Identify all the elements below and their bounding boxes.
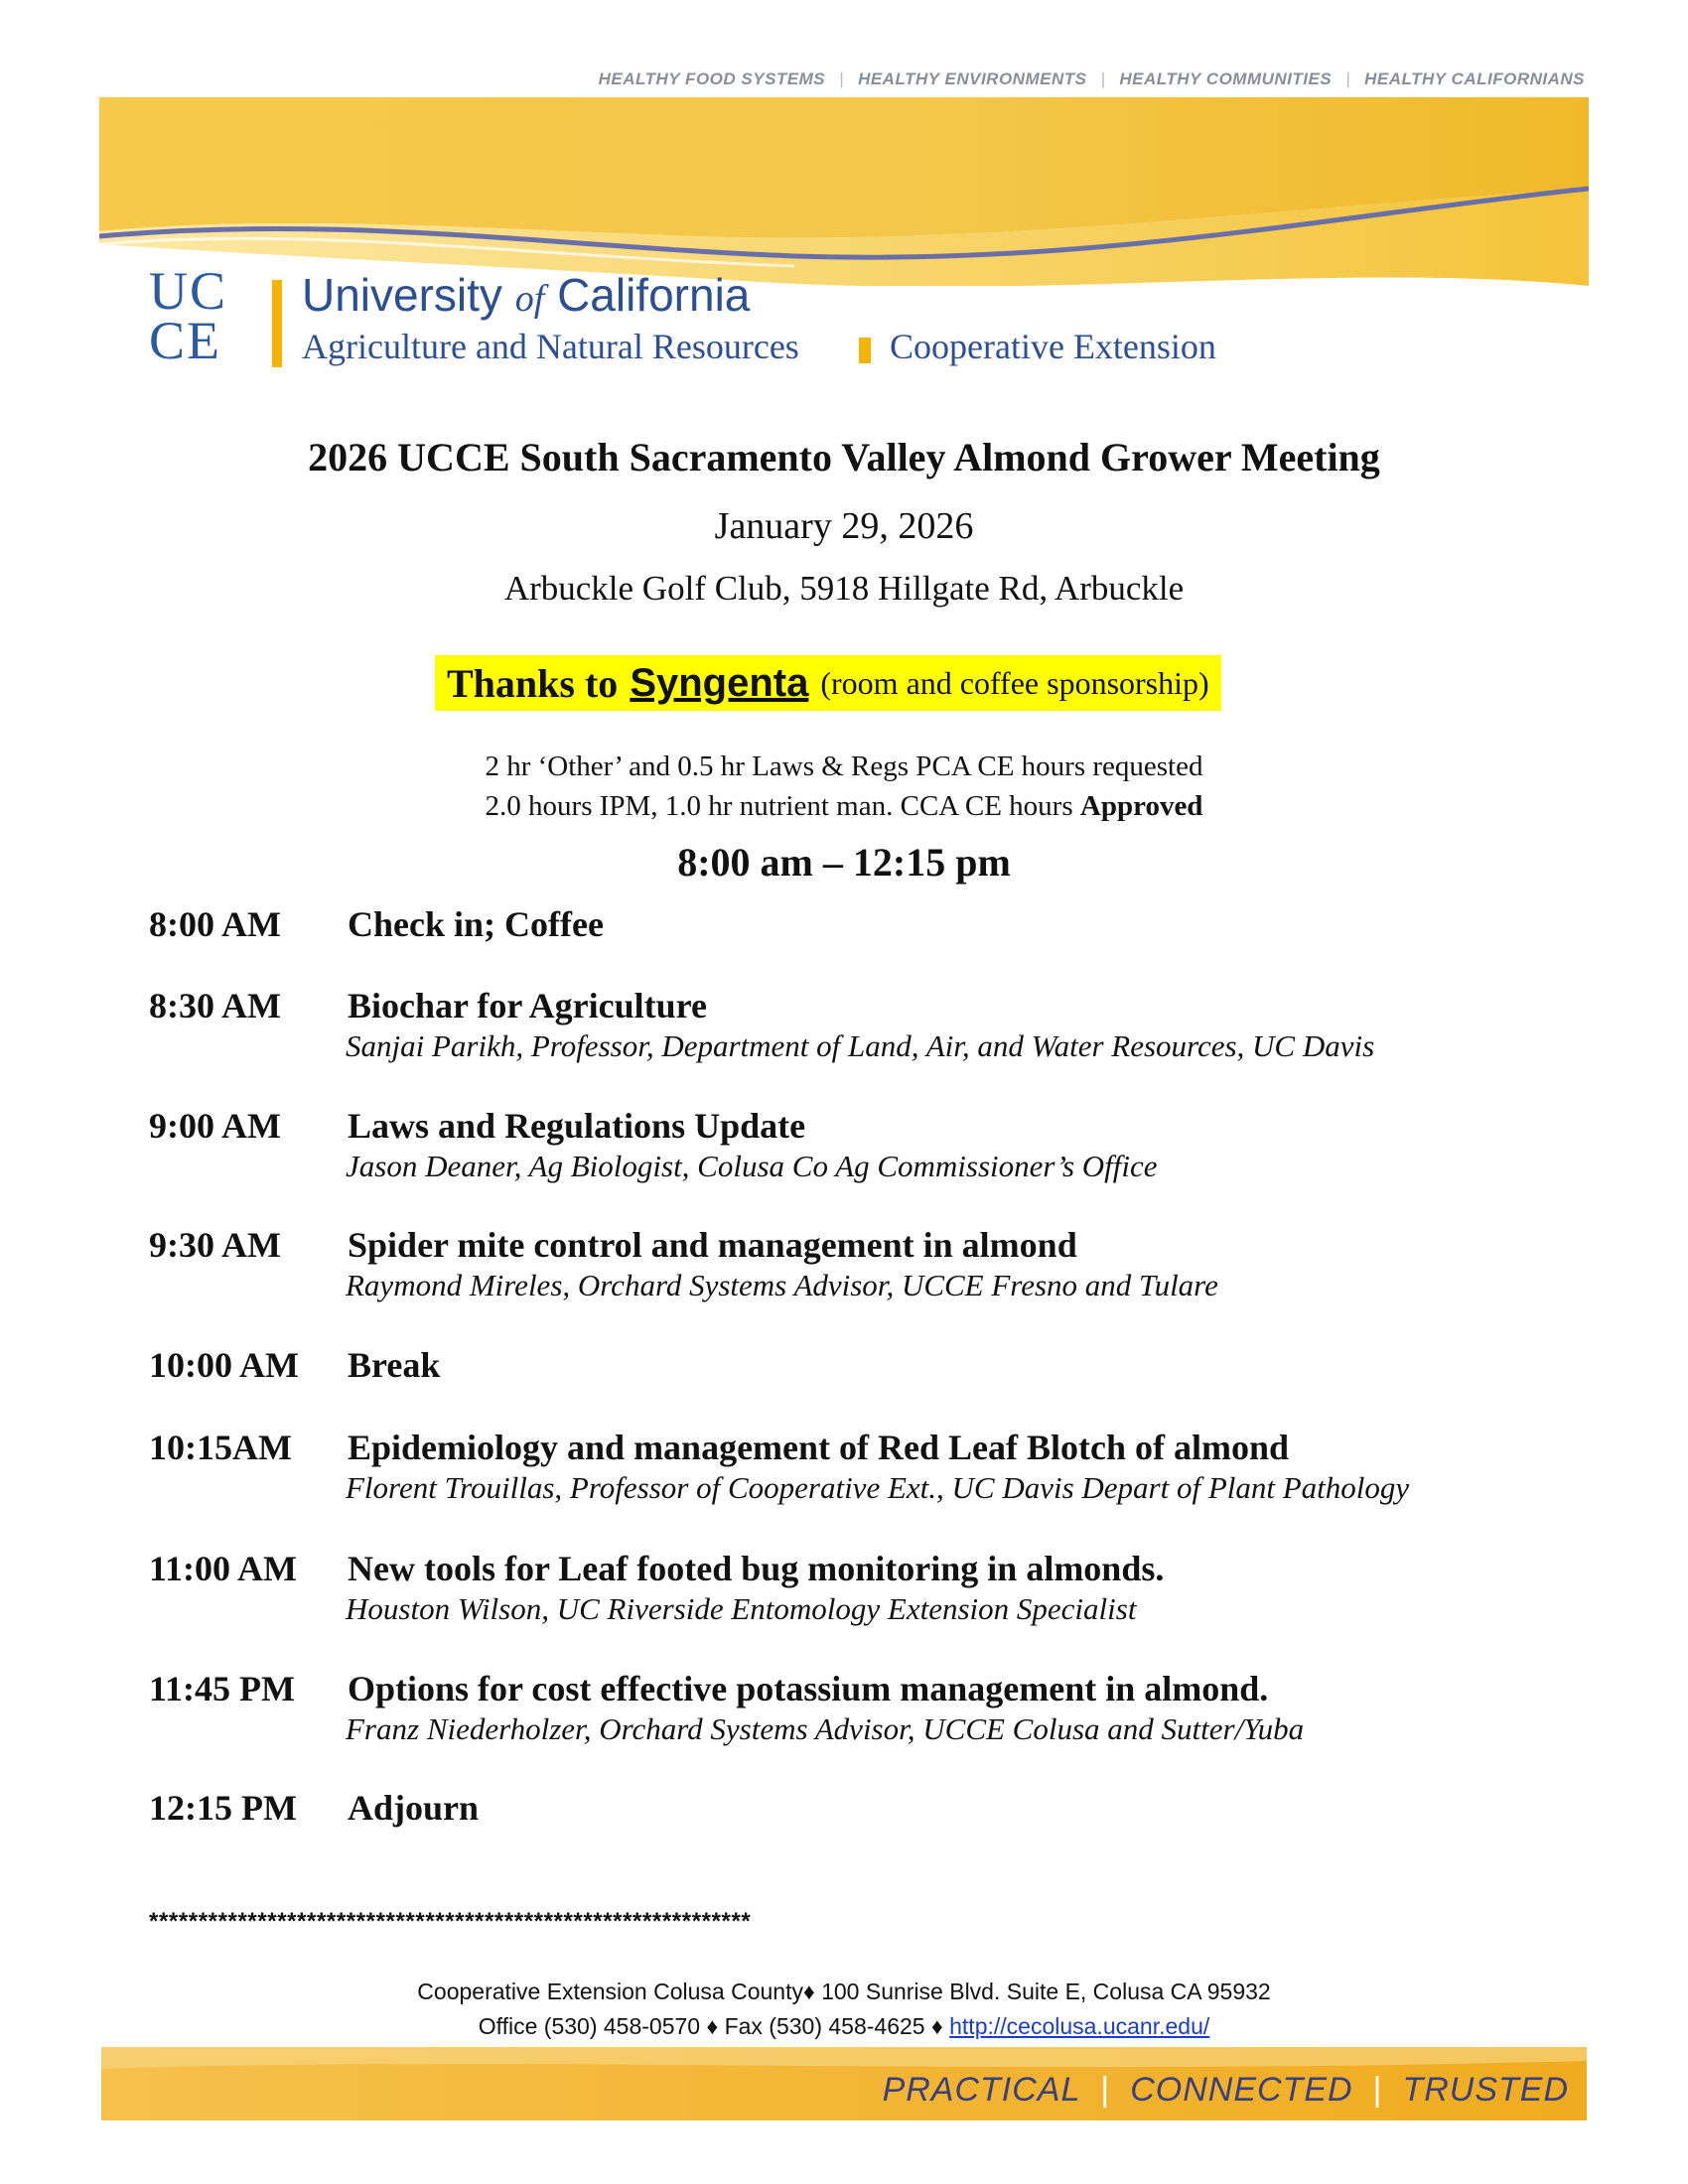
agenda-time: 11:00 AM xyxy=(149,1549,297,1588)
agenda-topic: Options for cost effective potassium management in almond. xyxy=(348,1669,1269,1708)
agenda-time: 11:45 PM xyxy=(149,1669,295,1708)
footer-separator: | xyxy=(1372,2071,1383,2109)
ce-hours-status: Approved xyxy=(1079,790,1203,822)
agenda-speaker: Houston Wilson, UC Riverside Entomology Extension Specialist xyxy=(346,1591,1137,1626)
tagline xyxy=(599,69,1585,89)
agenda-topic: Adjourn xyxy=(348,1788,480,1828)
event-date: January 29, 2026 xyxy=(714,505,974,547)
contact-phone-web xyxy=(0,2013,1688,2040)
event-venue: Arbuckle Golf Club, 5918 Hillgate Rd, Arbuckle xyxy=(503,569,1185,608)
sponsor-note: (room and coffee sponsorship) xyxy=(820,664,1209,701)
ce-hours xyxy=(0,747,1688,826)
ce-divider-bar xyxy=(859,338,871,363)
logo-divider-bar xyxy=(272,280,282,367)
sponsor-name: Syngenta xyxy=(630,660,809,705)
agenda-speaker: Florent Trouillas, Professor of Cooperative Ext., UC Davis Depart of Plant Pathology xyxy=(346,1470,1410,1505)
agenda-speaker: Jason Deaner, Ag Biologist, Colusa Co Ag Commissioner’s Office xyxy=(346,1149,1158,1183)
ucce-mark xyxy=(149,261,228,370)
thanks-text: Thanks to xyxy=(447,660,619,706)
agenda-topic: Break xyxy=(348,1345,441,1385)
contact-phone-fax: Office (530) 458-0570 ♦ Fax (530) 458-4625 ♦ xyxy=(478,2013,943,2039)
agenda-topic: Epidemiology and management of Red Leaf Blotch of almond xyxy=(348,1428,1290,1467)
agenda-speaker: Sanjai Parikh, Professor, Department of Land, Air, and Water Resources, UC Davis xyxy=(346,1028,1375,1063)
anr-name: Agriculture and Natural Resources xyxy=(302,327,799,366)
footer-word: CONNECTED xyxy=(1130,2071,1353,2109)
tagline-separator: | xyxy=(1100,69,1106,88)
footer-slogan xyxy=(883,2071,1569,2110)
agenda-time: 9:00 AM xyxy=(149,1106,281,1146)
star-divider: ************************************************************* xyxy=(149,1908,752,1935)
university-name xyxy=(302,268,750,322)
agenda-time: 8:30 AM xyxy=(149,986,281,1025)
header-banner xyxy=(99,97,1589,286)
footer-word: TRUSTED xyxy=(1402,2071,1569,2109)
sponsor-banner xyxy=(435,655,1221,711)
agenda-time: 10:15AM xyxy=(149,1428,292,1467)
agenda-speaker: Franz Niederholzer, Orchard Systems Advisor, UCCE Colusa and Sutter/Yuba xyxy=(346,1711,1305,1746)
contact-address: Cooperative Extension Colusa County♦ 100 Sunrise Blvd. Suite E, Colusa CA 95932 xyxy=(417,1979,1271,2004)
agenda-speaker: Raymond Mireles, Orchard Systems Advisor, UCCE Fresno and Tulare xyxy=(346,1268,1218,1302)
tagline-item: HEALTHY CALIFORNIANS xyxy=(1364,69,1585,88)
footer-word: PRACTICAL xyxy=(882,2071,1081,2109)
ucce-mark-top: UC xyxy=(149,261,228,321)
ucce-mark-bottom: CE xyxy=(149,311,222,370)
website-link[interactable]: http://cecolusa.ucanr.edu/ xyxy=(949,2013,1210,2039)
agenda-topic: Check in; Coffee xyxy=(348,904,604,944)
tagline-item: HEALTHY ENVIRONMENTS xyxy=(858,69,1087,88)
ce-hours-cca xyxy=(0,786,1688,826)
tagline-separator: | xyxy=(839,69,845,88)
of-word: of xyxy=(514,278,545,320)
ce-hours-cca-text: 2.0 hours IPM, 1.0 hr nutrient man. CCA CE hours xyxy=(485,790,1073,822)
event-time-range: 8:00 am – 12:15 pm xyxy=(677,840,1011,885)
tagline-item: HEALTHY FOOD SYSTEMS xyxy=(598,69,826,88)
agenda-time: 12:15 PM xyxy=(149,1788,297,1828)
cooperative-extension-name: Cooperative Extension xyxy=(890,327,1216,366)
agenda-topic: Spider mite control and management in almond xyxy=(348,1225,1077,1265)
agenda-time: 8:00 AM xyxy=(149,904,281,944)
california-word: California xyxy=(557,269,751,321)
event-title: 2026 UCCE South Sacramento Valley Almond Grower Meeting xyxy=(308,435,1380,479)
ce-hours-pca: 2 hr ‘Other’ and 0.5 hr Laws & Regs PCA CE hours requested xyxy=(485,751,1203,782)
ucanr-logo xyxy=(149,261,1241,375)
agenda-topic: New tools for Leaf footed bug monitoring in almonds. xyxy=(348,1549,1165,1588)
footer-separator: | xyxy=(1100,2071,1111,2109)
agenda-time: 10:00 AM xyxy=(149,1345,299,1385)
agenda-topic: Biochar for Agriculture xyxy=(348,986,707,1025)
tagline-separator: | xyxy=(1345,69,1351,88)
agenda-topic: Laws and Regulations Update xyxy=(348,1106,806,1146)
university-word: University xyxy=(302,269,502,321)
tagline-item: HEALTHY COMMUNITIES xyxy=(1119,69,1333,88)
agenda-time: 9:30 AM xyxy=(149,1225,281,1265)
